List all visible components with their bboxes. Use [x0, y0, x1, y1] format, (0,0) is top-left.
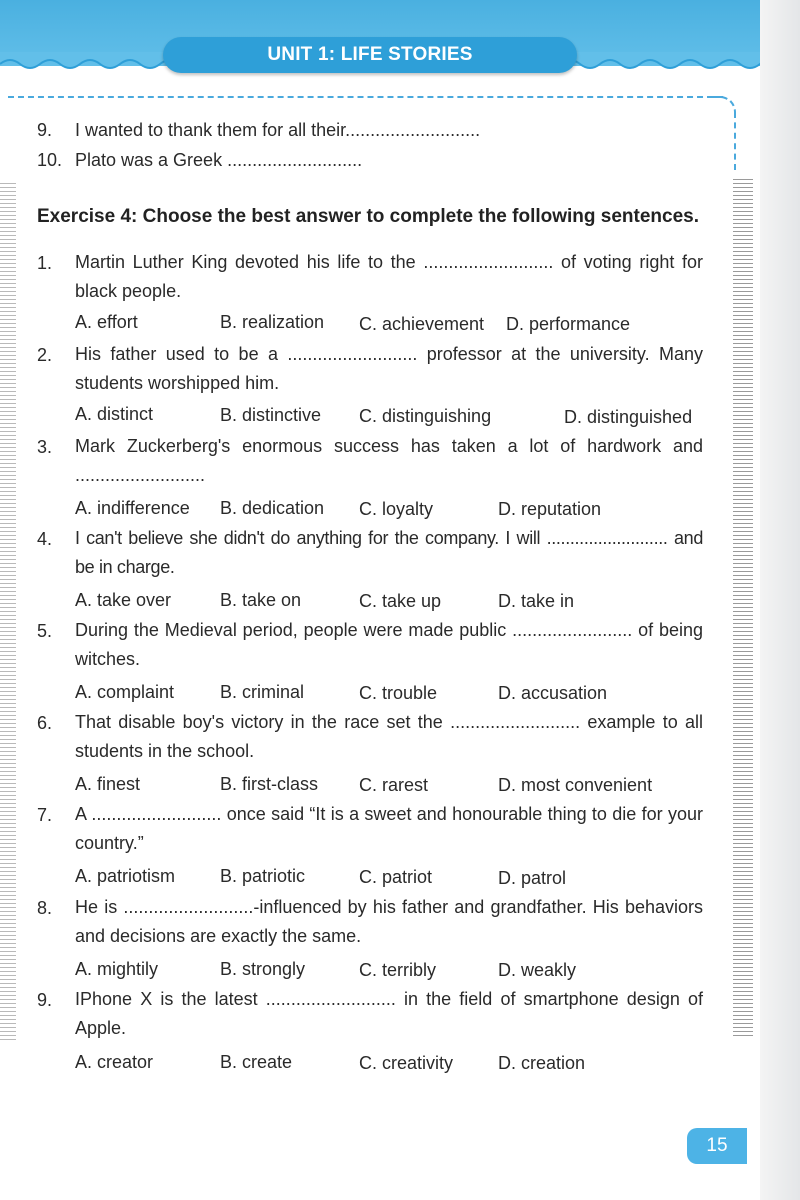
option-a: A. mightily — [75, 959, 159, 979]
option-d: D. creation — [498, 1053, 586, 1073]
option-d: D. take in — [498, 591, 575, 611]
question-text: Mark Zuckerberg's enormous success has taken a lot of hardwork and .......................... — [75, 436, 703, 485]
question-number: 5. — [37, 621, 53, 641]
option-c: C. take up — [359, 591, 442, 611]
question-text: During the Medieval period, people were made public ........................ of being witches. — [75, 620, 703, 669]
dashed-border-right — [734, 112, 736, 170]
dashed-border-top — [8, 96, 723, 98]
option-b: B. criminal — [220, 682, 305, 702]
prev-item-text: Plato was a Greek ........................... — [75, 150, 363, 170]
option-b: B. strongly — [220, 959, 306, 979]
question-text: That disable boy's victory in the race set the .......................... example to all students in the school. — [75, 712, 703, 761]
option-a: A. complaint — [75, 682, 175, 702]
option-d: D. performance — [506, 314, 631, 334]
dashed-border-corner — [712, 96, 736, 116]
option-d: D. weakly — [498, 960, 577, 980]
question-text: IPhone X is the latest .......................... in the field of smartphone design of Apple. — [75, 989, 703, 1038]
option-b: B. dedication — [220, 498, 325, 518]
question-number: 3. — [37, 437, 53, 457]
question-number: 2. — [37, 345, 53, 365]
option-a: A. effort — [75, 312, 138, 332]
right-margin-lines — [733, 176, 753, 1038]
question-text: Martin Luther King devoted his life to the .......................... of voting right for black people. — [75, 252, 703, 301]
question-number: 7. — [37, 805, 53, 825]
option-c: C. terribly — [359, 960, 437, 980]
option-a: A. distinct — [75, 404, 154, 424]
left-margin-lines — [0, 180, 16, 1040]
question-number: 4. — [37, 529, 53, 549]
page-edge-shadow — [760, 0, 800, 1200]
question-number: 1. — [37, 253, 53, 273]
question-number: 8. — [37, 898, 53, 918]
option-a: A. patriotism — [75, 866, 176, 886]
option-c: C. creativity — [359, 1053, 454, 1073]
option-c: C. rarest — [359, 775, 429, 795]
exercise-title: Exercise 4: Choose the best answer to complete the following sentences. — [37, 206, 700, 227]
option-b: B. distinctive — [220, 405, 322, 425]
option-a: A. finest — [75, 774, 141, 794]
option-a: A. creator — [75, 1052, 154, 1072]
question-text: I can't believe she didn't do anything for the company. I will .......................... and be in charge. — [75, 528, 703, 577]
question-text: His father used to be a .......................... professor at the university. Many students worshipped him. — [75, 344, 703, 393]
option-d: D. distinguished — [564, 407, 693, 427]
prev-item-text: I wanted to thank them for all their........................... — [75, 120, 481, 140]
option-c: C. distinguishing — [359, 406, 492, 426]
question-text: He is ..........................-influenced by his father and grandfather. His behaviors and decisions are exactly the same. — [75, 897, 703, 946]
option-a: A. indifference — [75, 498, 190, 518]
question-number: 6. — [37, 713, 53, 733]
prev-item-number: 10. — [37, 150, 63, 170]
option-c: C. achievement — [359, 314, 485, 334]
unit-title-banner: UNIT 1: LIFE STORIES — [163, 37, 577, 73]
question-text: A .......................... once said “It is a sweet and honourable thing to die for your country.” — [75, 804, 703, 853]
option-c: C. trouble — [359, 683, 438, 703]
option-d: D. most convenient — [498, 775, 653, 795]
option-b: B. create — [220, 1052, 293, 1072]
option-d: D. patrol — [498, 868, 567, 888]
option-b: B. take on — [220, 590, 302, 610]
prev-item-number: 9. — [37, 120, 53, 140]
option-c: C. loyalty — [359, 499, 434, 519]
option-d: D. accusation — [498, 683, 608, 703]
option-d: D. reputation — [498, 499, 602, 519]
question-number: 9. — [37, 990, 53, 1010]
option-a: A. take over — [75, 590, 172, 610]
page-number: 15 — [687, 1128, 747, 1164]
option-b: B. patriotic — [220, 866, 306, 886]
option-b: B. first-class — [220, 774, 319, 794]
option-c: C. patriot — [359, 867, 433, 887]
option-b: B. realization — [220, 312, 325, 332]
